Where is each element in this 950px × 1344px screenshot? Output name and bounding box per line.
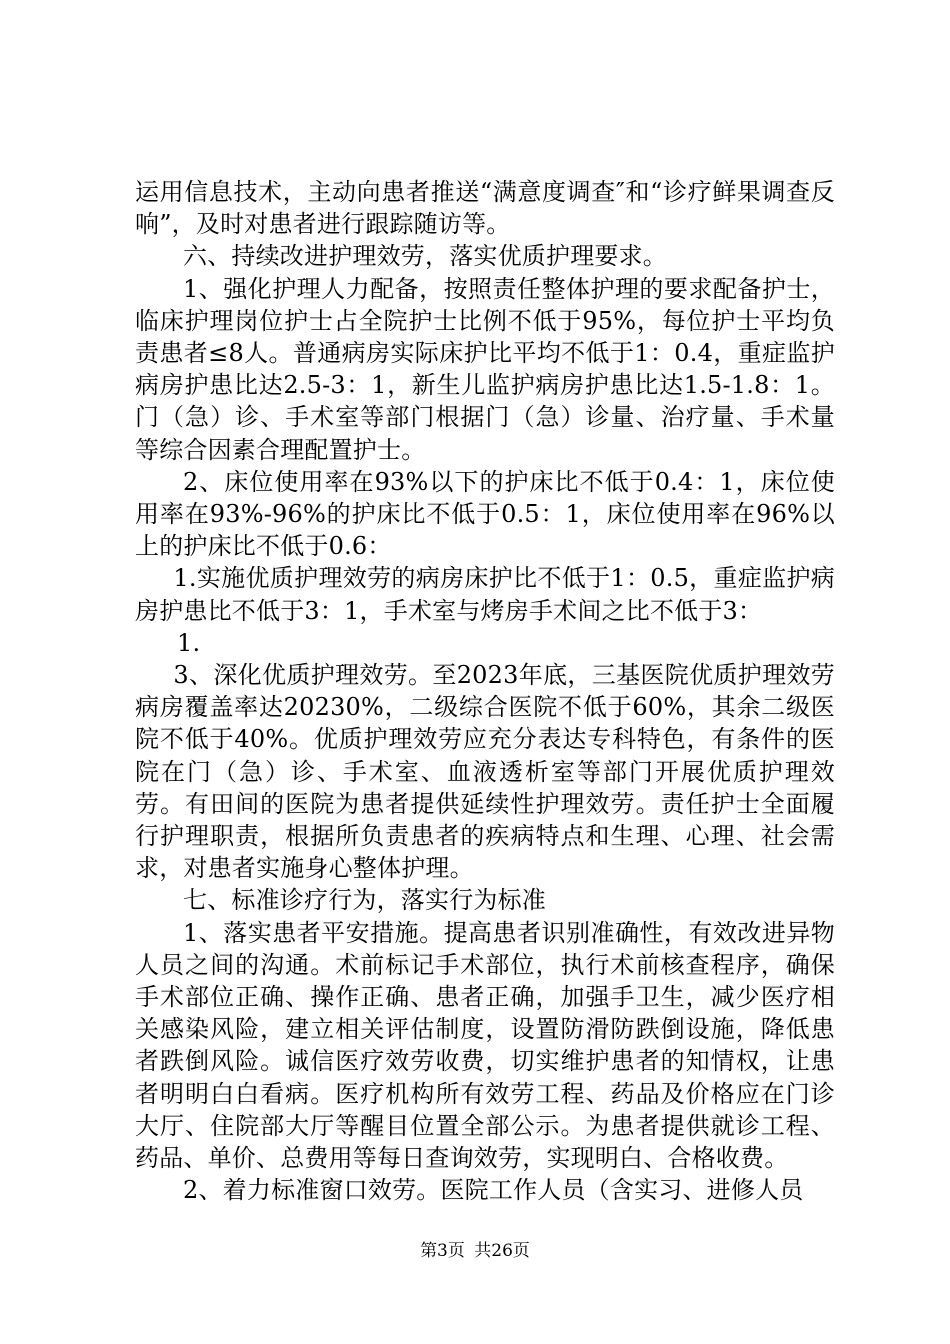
paragraph-window-service: 2、着力标准窗口效劳。医院工作人员（含实习、进修人员 <box>183 1176 804 1205</box>
document-body <box>135 176 835 1207</box>
paragraph-staffing: 1、强化护理人力配备，按照责任整体护理的要求配备护士，临床护理岗位护士占全院护士比例不低于95%，每位护士平均负责患者≤8人。普通病房实际床护比平均不低于1：0.4，重症监护病房护患比达2.5-3：1，新生儿监护病房护患比达1.5-1.8：1。门（急）诊、手术室等部门根据门（急）诊量、治疗量、手术量等综合因素合理配置护士。 <box>135 274 835 464</box>
paragraph-deepen-service: 3、深化优质护理效劳。至2023年底，三基医院优质护理效劳病房覆盖率达20230%，二级综合医院不低于60%，其余二级医院不低于40%。优质护理效劳应充分表达专科特色，有条件的医院在门（急）诊、手术室、血液透析室等部门开展优质护理效劳。有田间的医院为患者提供延续性护理效劳。责任护士全面履行护理职责，根据所负责患者的疾病特点和生理、心理、社会需求，对患者实施身心整体护理。 <box>135 661 835 883</box>
paragraph-patient-safety: 1、落实患者平安措施。提高患者识别准确性，有效改进异物人员之间的沟通。术前标记手术部位，执行术前核查程序，确保手术部位正确、操作正确、患者正确，加强手卫生，减少医疗相关感染风险，建立相关评估制度，设置防滑防跌倒设施，降低患者跌倒风险。诚信医疗效劳收费，切实维护患者的知情权，让患者明明白白看病。医疗机构所有效劳工程、药品及价格应在门诊大厅、住院部大厅等醒目位置全部公示。为患者提供就诊工程、药品、单价、总费用等每日查询效劳，实现明白、合格收费。 <box>135 918 835 1173</box>
page-total: 共26页 <box>474 1241 530 1261</box>
paragraph-continuation: 运用信息技术，主动向患者推送“满意度调查″和“诊疗鲜果调查反响”，及时对患者进行跟踪随访等。 <box>135 178 835 239</box>
section-heading-six: 六、持续改进护理效劳，落实优质护理要求。 <box>183 242 667 271</box>
paragraph-ratio-tail: 1. <box>177 628 201 657</box>
page-footer <box>0 1240 950 1262</box>
page-number: 第3页 <box>420 1241 465 1261</box>
paragraph-bed-ratio: 2、床位使用率在93%以下的护床比不低于0.4：1，床位使用率在93%-96%的护床比不低于0.5：1，床位使用率在96%以上的护床比不低于0.6： <box>135 467 835 561</box>
paragraph-quality-ward-ratio: 1.实施优质护理效劳的病房床护比不低于1：0.5，重症监护病房护患比不低于3：1，手术室与烤房手术间之比不低于3： <box>135 564 835 625</box>
section-heading-seven: 七、标准诊疗行为，落实行为标准 <box>183 886 546 915</box>
